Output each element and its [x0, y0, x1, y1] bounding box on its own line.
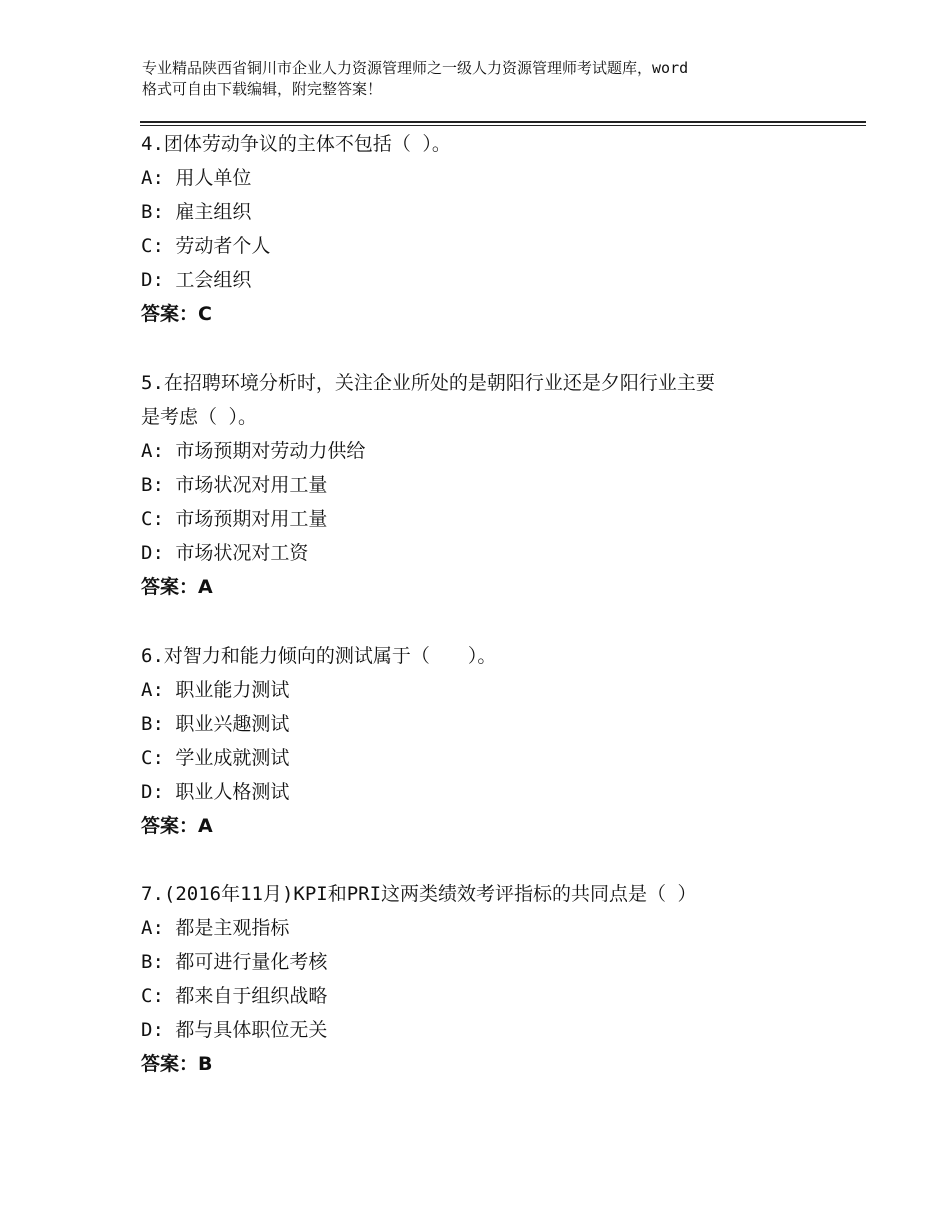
question-5	[141, 366, 841, 604]
option-c: C: 学业成就测试	[141, 747, 290, 769]
question-text-continued: 是考虑（ ）。	[141, 406, 257, 428]
option-c: C: 市场预期对用工量	[141, 508, 328, 530]
option-a: A: 职业能力测试	[141, 679, 290, 701]
option-a: A: 市场预期对劳动力供给	[141, 440, 366, 462]
option-b: B: 职业兴趣测试	[141, 713, 290, 735]
header-line-1: 专业精品陕西省铜川市企业人力资源管理师之一级人力资源管理师考试题库，word	[142, 59, 689, 77]
header-rule-thin	[140, 125, 866, 126]
header-rule-thick	[140, 121, 866, 123]
option-b: B: 市场状况对用工量	[141, 474, 328, 496]
option-b: B: 都可进行量化考核	[141, 951, 328, 973]
question-4	[141, 127, 841, 331]
option-a: A: 都是主观指标	[141, 917, 290, 939]
question-7	[141, 877, 841, 1081]
option-b: B: 雇主组织	[141, 201, 252, 223]
question-6	[141, 639, 841, 843]
option-c: C: 都来自于组织战略	[141, 985, 328, 1007]
answer-label: 答案：B	[141, 1053, 213, 1075]
header-line-2: 格式可自由下载编辑，附完整答案！	[142, 80, 383, 98]
question-text: 7.(2016年11月)KPI和PRI这两类绩效考评指标的共同点是（ ）	[141, 883, 697, 905]
answer-label: 答案：A	[141, 576, 213, 598]
question-text: 5.在招聘环境分析时，关注企业所处的是朝阳行业还是夕阳行业主要	[141, 372, 715, 394]
answer-label: 答案：A	[141, 815, 213, 837]
question-text: 4.团体劳动争议的主体不包括（ ）。	[141, 133, 451, 155]
answer-label: 答案：C	[141, 303, 212, 325]
option-a: A: 用人单位	[141, 167, 252, 189]
question-text: 6.对智力和能力倾向的测试属于（ ）。	[141, 645, 497, 667]
option-d: D: 市场状况对工资	[141, 542, 309, 564]
option-d: D: 工会组织	[141, 269, 252, 291]
document-header	[142, 58, 842, 100]
option-d: D: 职业人格测试	[141, 781, 290, 803]
option-d: D: 都与具体职位无关	[141, 1019, 328, 1041]
option-c: C: 劳动者个人	[141, 235, 271, 257]
